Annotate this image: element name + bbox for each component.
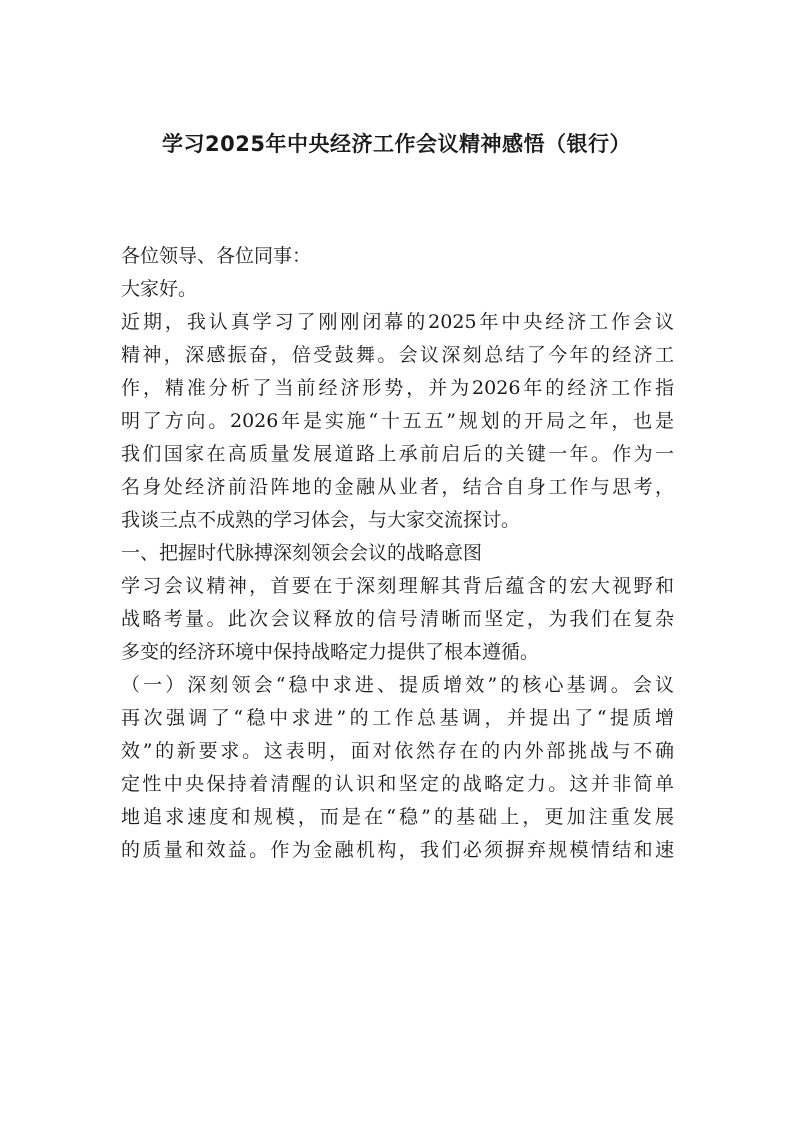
paragraph-line: （一）深刻领会“稳中求进、提质增效”的核心基调。会议 [121, 674, 674, 696]
paragraph-line: 的质量和效益。作为金融机构，我们必须摒弃规模情结和速 [121, 839, 674, 861]
section-heading: 一、把握时代脉搏深刻领会会议的战略意图 [121, 542, 483, 564]
salutation-line: 各位领导、各位同事： [121, 245, 312, 267]
paragraph-line: 再次强调了“稳中求进”的工作总基调，并提出了“提质增 [121, 707, 674, 729]
paragraph-line: 近期，我认真学习了刚刚闭幕的2025年中央经济工作会议 [121, 311, 674, 333]
paragraph-line: 作，精准分析了当前经济形势，并为2026年的经济工作指 [121, 377, 674, 399]
paragraph-line: 战略考量。此次会议释放的信号清晰而坚定，为我们在复杂 [121, 608, 674, 630]
greeting-line: 大家好。 [121, 278, 198, 300]
paragraph-line: 精神，深感振奋，倍受鼓舞。会议深刻总结了今年的经济工 [121, 344, 674, 366]
paragraph-line: 我谈三点不成熟的学习体会，与大家交流探讨。 [121, 509, 521, 531]
paragraph-line: 多变的经济环境中保持战略定力提供了根本遵循。 [121, 641, 540, 663]
paragraph-line: 地追求速度和规模，而是在“稳”的基础上，更加注重发展 [121, 806, 674, 828]
paragraph-line: 效”的新要求。这表明，面对依然存在的内外部挑战与不确 [121, 740, 674, 762]
paragraph-line: 我们国家在高质量发展道路上承前启后的关键一年。作为一 [121, 443, 674, 465]
document-body [121, 240, 674, 867]
paragraph-line: 学习会议精神，首要在于深刻理解其背后蕴含的宏大视野和 [121, 575, 674, 597]
paragraph-line: 名身处经济前沿阵地的金融从业者，结合自身工作与思考， [121, 476, 674, 498]
paragraph-line: 定性中央保持着清醒的认识和坚定的战略定力。这并非简单 [121, 773, 674, 795]
paragraph-line: 明了方向。2026年是实施“十五五”规划的开局之年，也是 [121, 410, 674, 432]
document-title: 学习2025年中央经济工作会议精神感悟（银行） [162, 132, 631, 156]
